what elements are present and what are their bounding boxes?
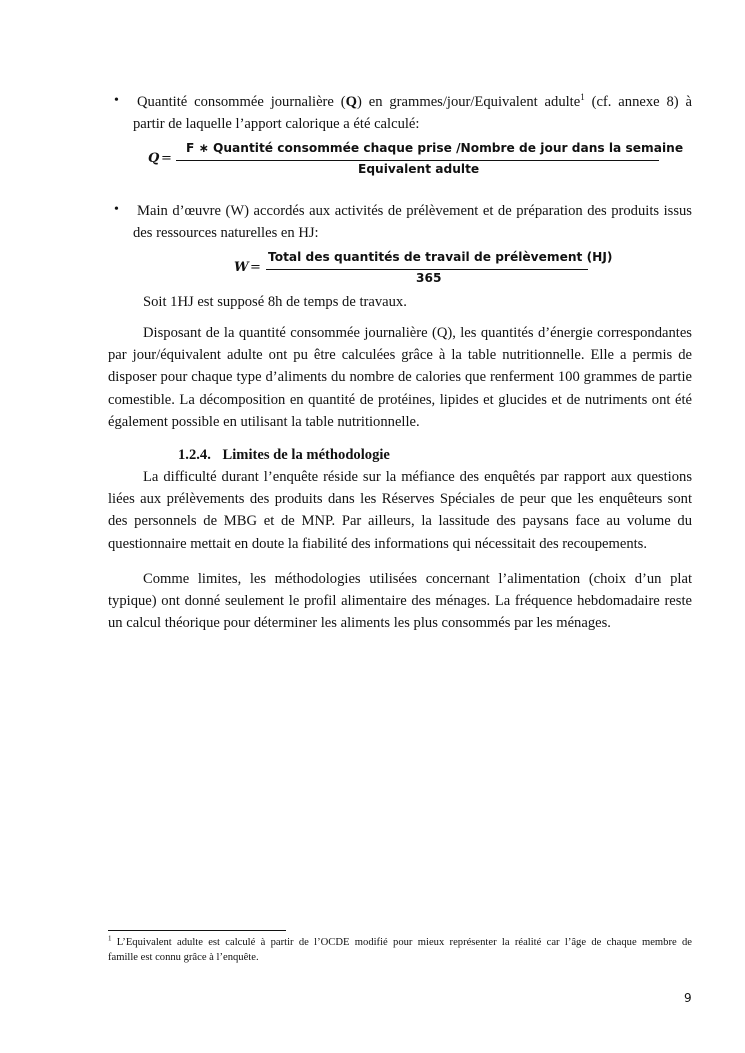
formula-w-denominator: 365 <box>416 271 442 285</box>
formula-w <box>234 250 613 290</box>
paragraph-line: questionnaire mettait en doute la fiabilité des informations qui nécessitait des recoupements. <box>108 535 647 552</box>
paragraph-line: La difficulté durant l’enquête réside sur la méfiance des enquêtés par rapport aux questions <box>143 469 692 485</box>
formula-w-fraction-bar <box>266 269 588 270</box>
formula-q-equals: = <box>161 151 172 166</box>
section-number: 1.2.4. <box>178 447 211 463</box>
section-title: Limites de la méthodologie <box>222 447 390 463</box>
footnote-separator <box>108 930 286 931</box>
paragraph-2 <box>108 466 692 555</box>
formula-q-denominator: Equivalent adulte <box>358 162 480 176</box>
paragraph-line: disposer pour chaque type d’aliments du nombre de calories que renferment 100 grammes de partie <box>108 369 692 386</box>
formula-q-variable: Q <box>148 151 160 166</box>
formula-w-numerator: Total des quantités de travail de prélèvement (HJ) <box>268 250 613 264</box>
bullet-symbol: • <box>114 202 119 217</box>
paragraph-line: un calcul théorique pour déterminer les aliments les plus consommés par les ménages. <box>108 615 611 632</box>
paragraph-line: Disposant de la quantité consommée journalière (Q), les quantités d’énergie correspondantes <box>143 325 692 341</box>
footnote-ref: 1 <box>580 92 585 103</box>
section-heading <box>178 447 390 464</box>
paragraph-line: également possible en utilisant la table nutritionnelle. <box>108 413 420 430</box>
paragraph-line: Comme limites, les méthodologies utilisées concernant l’alimentation (choix d’un plat <box>143 571 692 587</box>
paragraph-line: typique) ont donné seulement le profil alimentaire des ménages. La fréquence hebdomadaire reste <box>108 593 692 610</box>
paragraph-line: liées aux prélèvements des produits dans les Réserves Spéciales de peur que les enquêteurs sont <box>108 491 692 508</box>
paragraph-line: par jour/équivalent adulte ont pu être calculées grâce à la table nutritionnelle. Elle a permis de <box>108 347 692 364</box>
bullet-1-line-2: partir de laquelle l’apport calorique a été calculé: <box>133 116 420 132</box>
bullet-symbol: • <box>114 93 119 108</box>
formula-w-equals: = <box>250 260 261 275</box>
footnote-line-1: $^1$ L’Equivalent adulte est calculé à partir de l’OCDE modifié pour mieux représenter la réalité car l’âge de chaque membre de <box>108 934 692 948</box>
paragraph-line: des personnels de MBG et de MNP. Par ailleurs, la lassitude des paysans face au volume du <box>108 513 692 530</box>
formula-w-variable: W <box>234 260 249 275</box>
formula-q-numerator: F ∗ Quantité consommée chaque prise /Nombre de jour dans la semaine <box>186 141 684 155</box>
footnote <box>108 936 692 965</box>
formula-q <box>148 141 684 181</box>
paragraph-3 <box>108 568 692 635</box>
paragraph-1 <box>108 322 692 433</box>
footnote-line-2: famille est connu grâce à l’enquête. <box>108 951 259 963</box>
paragraph-line: comestible. La décomposition en quantité de protéines, lipides et glucides et de nutriments ont été <box>108 391 692 408</box>
soit-line: Soit 1HJ est supposé 8h de temps de travaux. <box>143 294 407 310</box>
footnote-number: 1 <box>108 934 112 943</box>
formula-q-fraction-bar <box>176 160 659 161</box>
bullet-2-line-2: des ressources naturelles en HJ: <box>133 225 319 241</box>
bullet-1-line-1: Quantité consommée journalière (Q) en grammes/jour/Equivalent adulte$^1$ (cf. annexe 8) à <box>137 92 692 110</box>
bullet-2-line-1: Main d’œuvre (W) accordés aux activités de prélèvement et de préparation des produits issus <box>137 203 692 219</box>
page-number: 9 <box>684 991 692 1005</box>
